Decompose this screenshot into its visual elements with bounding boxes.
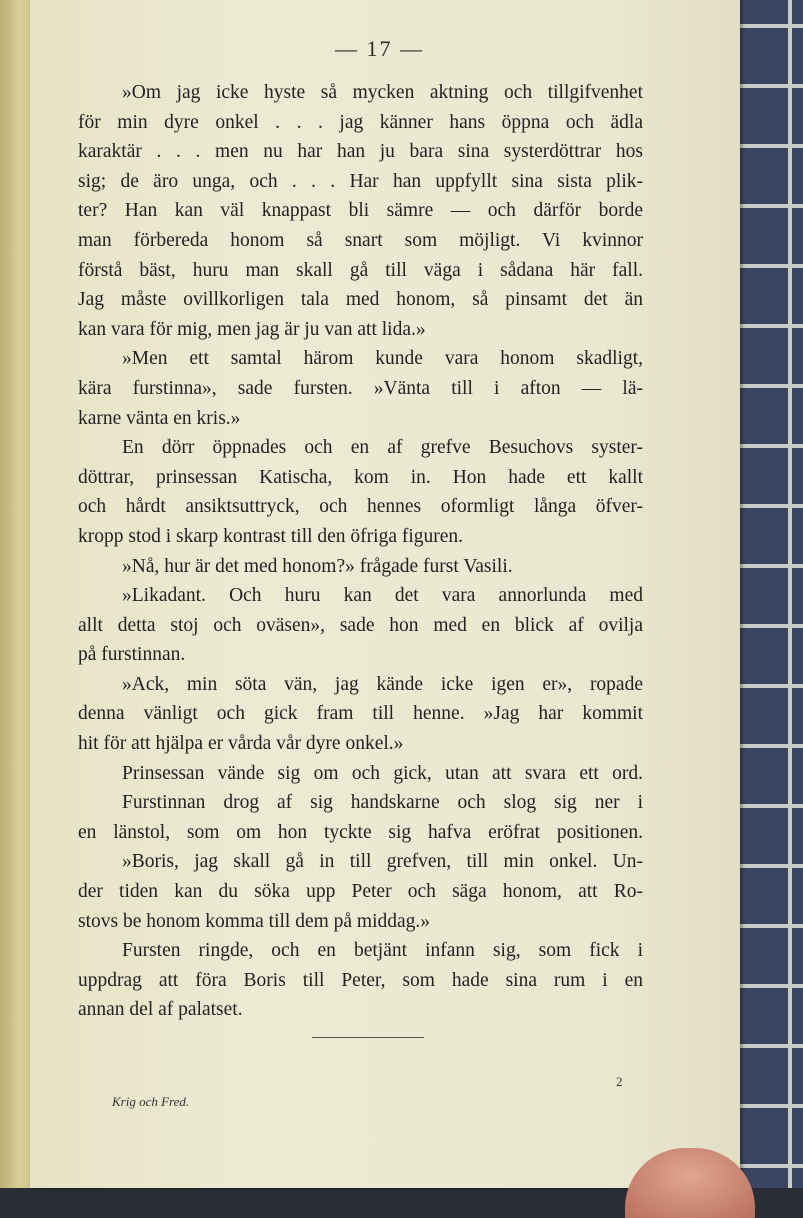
text-line: döttrar, prinsessan Katischa, kom in. Hon hade ett kallt xyxy=(78,466,643,488)
signature-mark: Krig och Fred. xyxy=(112,1094,190,1109)
text-line: en länstol, som om hon tyckte sig hafva eröfrat positionen. xyxy=(78,821,643,843)
text-line: En dörr öppnades och en af grefve Besuchovs syster- xyxy=(122,437,643,459)
text-line: kära furstinna», sade fursten. »Vänta till i afton — lä- xyxy=(78,377,643,399)
page-number: — 17 — xyxy=(335,36,424,61)
section-divider xyxy=(312,1037,424,1038)
text-line: »Ack, min söta vän, jag kände icke igen er», ropade xyxy=(122,673,643,695)
text-line: »Nå, hur är det med honom?» frågade furst Vasili. xyxy=(122,555,513,577)
text-line: sig; de äro unga, och . . . Har han uppfyllt sina sista plik- xyxy=(78,170,643,192)
text-line: »Likadant. Och huru kan det vara annorlunda med xyxy=(122,585,643,607)
text-line: allt detta stoj och oväsen», sade hon med en blick af ovilja xyxy=(78,614,643,636)
text-line: och hårdt ansiktsuttryck, och hennes oformligt långa öfver- xyxy=(78,496,643,518)
text-line: ter? Han kan väl knappast bli sämre — och därför borde xyxy=(78,200,643,222)
text-line: Furstinnan drog af sig handskarne och slog sig ner i xyxy=(122,792,643,814)
text-line: hit för att hjälpa er vårda vår dyre onkel.» xyxy=(78,733,404,755)
text-line: der tiden kan du söka upp Peter och säga honom, att Ro- xyxy=(78,881,643,903)
text-line: »Boris, jag skall gå in till grefven, till min onkel. Un- xyxy=(122,851,643,873)
text-line: Fursten ringde, och en betjänt infann sig, som fick i xyxy=(122,940,643,962)
text-line: annan del af palatset. xyxy=(78,999,243,1021)
book-left-edge xyxy=(0,0,32,1188)
text-line: förstå bäst, huru man skall gå till väga i sådana här fall. xyxy=(78,259,643,281)
text-line: på furstinnan. xyxy=(78,644,186,666)
text-line: kan vara för mig, men jag är ju van att lida.» xyxy=(78,318,426,340)
text-line: karne vänta en kris.» xyxy=(78,407,241,429)
sheet-number: 2 xyxy=(616,1074,623,1089)
text-line: kropp stod i skarp kontrast till den öfriga figuren. xyxy=(78,525,464,547)
text-line: denna vänligt och gick fram till henne. »Jag har kommit xyxy=(78,703,643,725)
text-line: man förbereda honom så snart som möjligt. Vi kvinnor xyxy=(78,229,643,251)
text-line: Prinsessan vände sig om och gick, utan att svara ett ord. xyxy=(122,762,643,784)
text-line: »Om jag icke hyste så mycken aktning och tillgifvenhet xyxy=(122,82,643,103)
text-line: karaktär . . . men nu har han ju bara sina systerdöttrar hos xyxy=(78,141,643,163)
text-line: stovs be honom komma till dem på middag.» xyxy=(78,910,431,932)
page-body-text xyxy=(78,78,643,1025)
text-line: för min dyre onkel . . . jag känner hans öppna och ädla xyxy=(78,111,643,133)
text-line: »Men ett samtal härom kunde vara honom skadligt, xyxy=(122,348,643,370)
grid-cutting-mat xyxy=(736,0,803,1188)
text-line: Jag måste ovillkorligen tala med honom, så pinsamt det än xyxy=(78,289,643,311)
text-line: uppdrag att föra Boris till Peter, som hade sina rum i en xyxy=(78,969,643,991)
